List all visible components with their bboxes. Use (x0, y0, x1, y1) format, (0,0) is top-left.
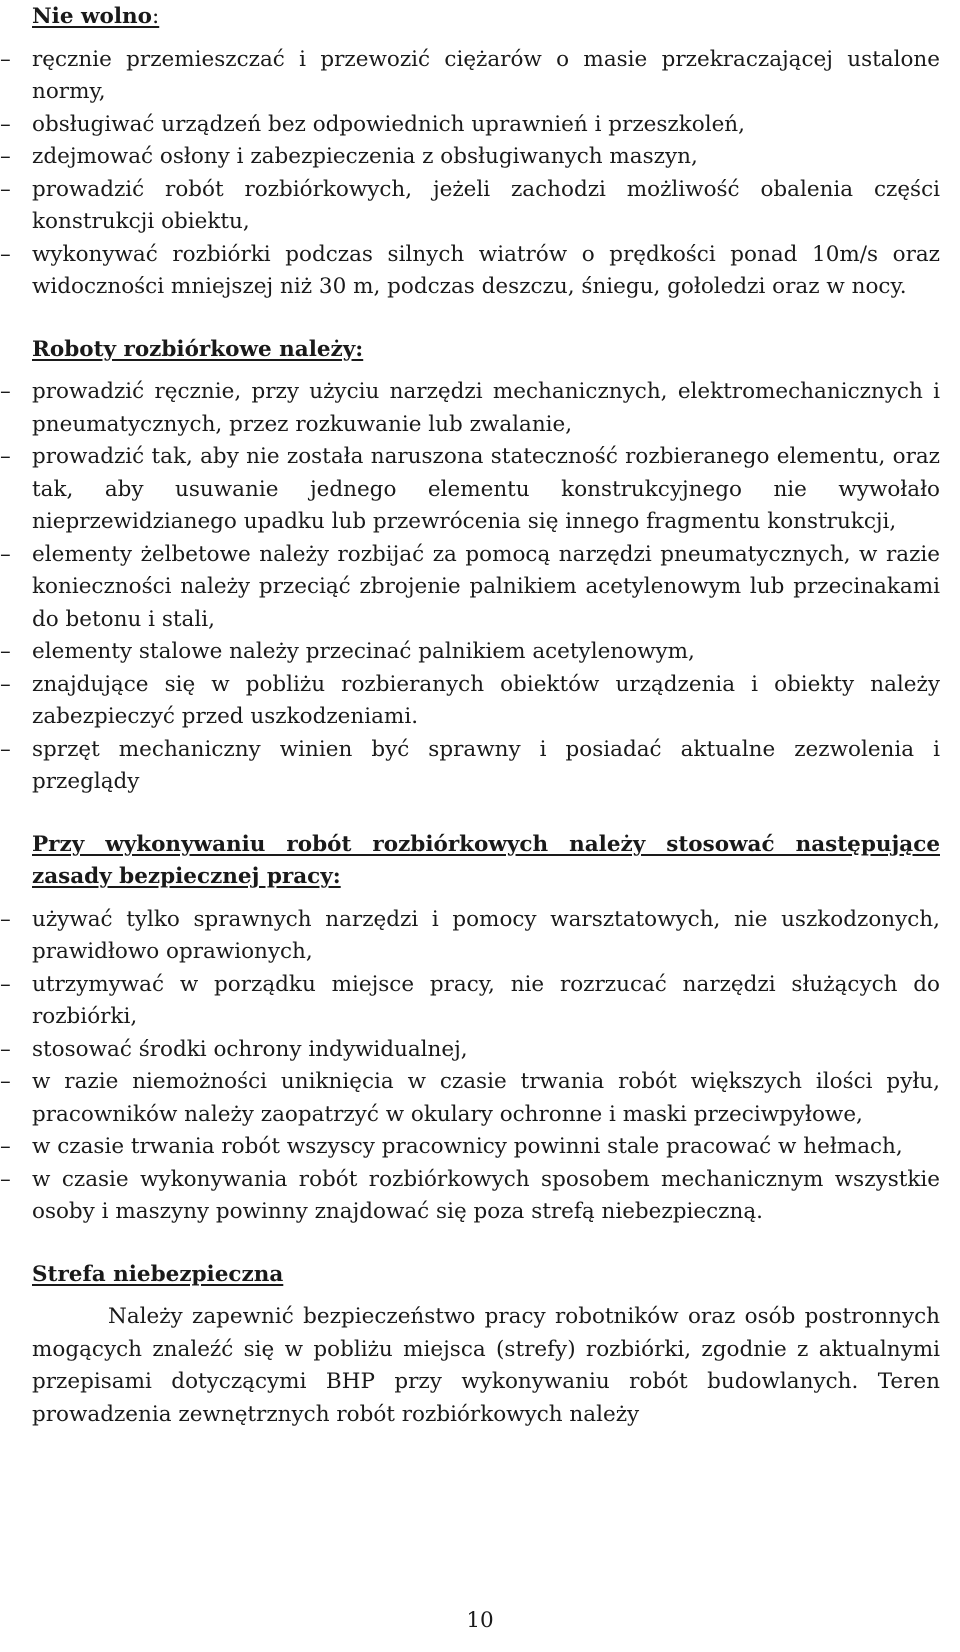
list-item (0, 239, 940, 304)
list-item-text: w razie niemożności uniknięcia w czasie trwania robót większych ilości pyłu, pracowników należy zaopatrzyć w okulary ochronne i maski przeciwpyłowe, (32, 1069, 940, 1127)
list-item-text: zdejmować osłony i zabezpieczenia z obsługiwanych maszyn, (32, 144, 698, 169)
heading-colon: : (151, 4, 160, 29)
list-item-text: prowadzić tak, aby nie została naruszona stateczność rozbieranego elementu, oraz tak, aby usuwanie jednego elementu konstrukcyjnego nie wywołało nieprzewidzianego upadku lub przewrócenia się innego fragmentu konstrukcji, (32, 444, 940, 534)
list-item-text: prowadzić ręcznie, przy użyciu narzędzi mechanicznych, elektromechanicznych i pneumatycznych, przez rozkuwanie lub zwalanie, (32, 379, 940, 437)
list-item (0, 669, 940, 734)
section-heading: Przy wykonywaniu robót rozbiórkowych należy stosować następujące zasady bezpiecznej pracy: (32, 831, 940, 889)
list-item-text: obsługiwać urządzeń bez odpowiednich uprawnień i przeszkoleń, (32, 111, 745, 137)
bullet-list (0, 376, 940, 799)
section-zasady-bezpiecznej-pracy (0, 829, 940, 1229)
list-item-text: stosować środki ochrony indywidualnej, (32, 1036, 468, 1062)
list-item-text: utrzymywać w porządku miejsce pracy, nie rozrzucać narzędzi służących do rozbiórki, (32, 971, 940, 1029)
list-item-text: ręcznie przemieszczać i przewozić ciężarów o masie przekraczającej ustalone normy, (32, 46, 940, 104)
list-item (0, 1164, 940, 1229)
dash-bullet: – (0, 46, 11, 72)
list-item (0, 174, 940, 239)
bullet-list (0, 904, 940, 1229)
list-item (0, 376, 940, 441)
dash-bullet: – (0, 671, 11, 697)
list-item-text: prowadzić robót rozbiórkowych, jeżeli zachodzi możliwość obalenia części konstrukcji obiektu, (32, 176, 940, 234)
body-paragraph: Należy zapewnić bezpieczeństwo pracy robotników oraz osób postronnych mogących znaleźć się w pobliżu miejsca (strefy) rozbiórki, zgodnie z aktualnymi przepisami dotyczącymi BHP przy wykonywaniu robót budowlanych. Teren prowadzenia zewnętrznych robót rozbiórkowych należy (32, 1304, 940, 1427)
dash-bullet: – (0, 906, 11, 932)
list-item-text: znajdujące się w pobliżu rozbieranych obiektów urządzenia i obiekty należy zabezpieczyć przed uszkodzeniami. (32, 671, 940, 729)
dash-bullet: – (0, 736, 11, 762)
list-item (0, 969, 940, 1034)
section-heading: Strefa niebezpieczna (32, 1261, 284, 1287)
list-item-text: wykonywać rozbiórki podczas silnych wiatrów o prędkości ponad 10m/s oraz widoczności mniejszej niż 30 m, podczas deszczu, śniegu, gołoledzi oraz w nocy. (32, 241, 940, 299)
list-item-text: używać tylko sprawnych narzędzi i pomocy warsztatowych, nie uszkodzonych, prawidłowo oprawionych, (32, 906, 940, 964)
list-item (0, 44, 940, 109)
section-nie-wolno (0, 1, 940, 304)
bullet-list (0, 44, 940, 304)
dash-bullet: – (0, 639, 11, 664)
list-item-text: sprzęt mechaniczny winien być sprawny i posiadać aktualne zezwolenia i przeglądy (32, 736, 940, 794)
list-item-text: w czasie wykonywania robót rozbiórkowych sposobem mechanicznym wszystkie osoby i maszyny powinny znajdować się poza strefą niebezpieczną. (32, 1166, 940, 1224)
heading-text: Nie wolno (32, 4, 152, 29)
dash-bullet: – (0, 1134, 11, 1159)
list-item (0, 539, 940, 637)
dash-bullet: – (0, 144, 11, 169)
dash-bullet: – (0, 1036, 11, 1062)
list-item (0, 1131, 940, 1164)
list-item (0, 141, 940, 174)
dash-bullet: – (0, 176, 11, 202)
list-item-text: elementy stalowe należy przecinać palnikiem acetylenowym, (32, 639, 695, 664)
section-heading (32, 1, 940, 34)
dash-bullet: – (0, 1069, 11, 1094)
section-heading: Roboty rozbiórkowe należy: (32, 336, 364, 362)
dash-bullet: – (0, 379, 11, 404)
dash-bullet: – (0, 111, 11, 137)
dash-bullet: – (0, 241, 11, 267)
list-item (0, 734, 940, 799)
list-item (0, 636, 940, 669)
section-roboty-rozbiorkowe (0, 334, 940, 799)
section-strefa-niebezpieczna (32, 1259, 940, 1432)
dash-bullet: – (0, 444, 11, 469)
list-item (0, 109, 940, 142)
dash-bullet: – (0, 1166, 11, 1192)
list-item (0, 1066, 940, 1131)
dash-bullet: – (0, 971, 11, 997)
list-item (0, 441, 940, 539)
list-item-text: w czasie trwania robót wszyscy pracownicy powinni stale pracować w hełmach, (32, 1134, 903, 1159)
page-number: 10 (466, 1608, 494, 1633)
dash-bullet: – (0, 541, 11, 567)
list-item (0, 904, 940, 969)
list-item-text: elementy żelbetowe należy rozbijać za pomocą narzędzi pneumatycznych, w razie konieczności należy przeciąć zbrojenie palnikiem acetylenowym lub przecinakami do betonu i stali, (32, 541, 940, 632)
list-item (0, 1034, 940, 1067)
